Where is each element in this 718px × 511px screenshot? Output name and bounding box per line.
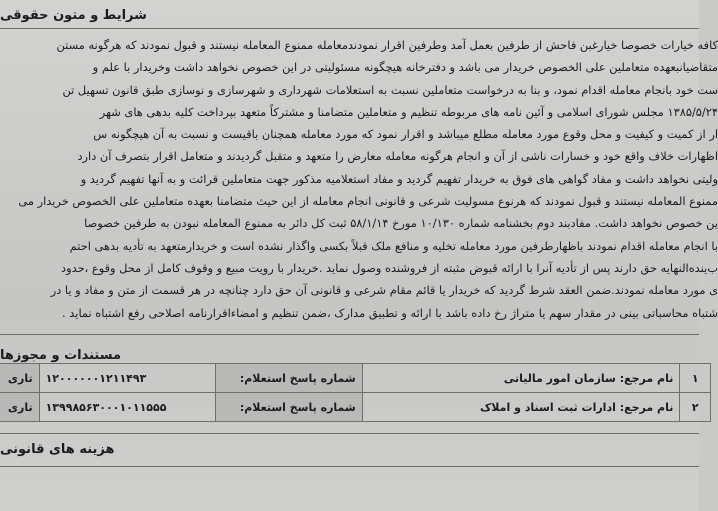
response-label: شماره پاسخ استعلام: [216,364,362,393]
text-line: ین خصوص نخواهد داشت. مفادبند دوم بخشنامه شماره ۱۰/۱۳۰ مورخ ۵۸/۱/۱۴ ثبت کل دائر به ممنوع المعامله نبودن به طرفین خصوصا [84,216,718,231]
text-line: اظهارات خلاف واقع خود و خسارات ناشی از آن و انجام هرگونه معامله معارض را متعهد و متقبل گردیدند و متعامل اقرار بتصرف آن دارد [77,149,718,164]
text-line: ب‌ینده‌النهایه حق دارند پس از تأدیه آنرا با ارائه قبوض مثبته از فروشنده وصول نماید .خریدار با رویت مبیع و وقوف کامل از محل وقوع ،حدود [61,260,718,275]
date-label: تاری [0,393,39,422]
text-line: ی مورد معامله نمودند.ضمن العقد شرط گردید که خریدار یا قائم مقام شرعی و قانونی آن حق دارد چنانچه در هر قسمت از متن و مفاد و یا در [50,283,718,298]
table-row [0,393,711,422]
table-row [0,364,711,393]
text-line: ار از کمیت و کیفیت و محل وقوع مورد معامله مطلع میباشد و اقرار نمود که مورد معامله همچنان باقیست و نسبت به آن هیچگونه س [93,127,718,142]
text-line: ولیتی نخواهد داشت و مفاد گواهی های فوق به خریدار تفهیم گردید و مفاد استعلامیه مذکور جهت متعاملین قرائت و به آنها تفهیم گردید و [80,171,718,186]
text-line: متقاضیانبعهده متعاملین علی الخصوص خریدار می باشد و دفترخانه هیچگونه مسئولیتی در این خصوص نخواهد داشت وخریدار با علم و [92,60,718,75]
text-line: با انجام معامله اقدام نمودند باظهارطرفین مورد معامله تخلیه و منافع ملک قبلاً بکسی واگذار نشده است و خریدارمتعهد به تأدیه بدهی احتم [69,238,718,253]
text-line: شتباه محاسباتی بینی در مقدار سهم یا متراژ رخ داده باشد با ارائه و تطبیق مدارک ،ضمن تنظیم و امضاءاقرارنامه اصلاحی رفع اشتباه نماید . [62,305,718,320]
row-number: ۱ [680,364,711,393]
row-number: ۲ [680,393,711,422]
text-line: کافه خیارات خصوصا خیارغبن فاحش از طرفین بعمل آمد وطرفین اقرار نمودندمعامله ممنوع المعامله نیستند و قبول نمودند که هرگونه مستن [56,38,718,52]
text-line: ۱۳۸۵/۵/۲۴ مجلس شورای اسلامی و آئین نامه های مربوطه تنظیم و متعاملین متضامنا و مشترکاً متعهد بپرداخت کلیه بدهی های شهر [99,104,718,119]
text-line: ممنوع المعامله نیستند و قبول نمودند که هرنوع مسولیت شرعی و قانونی انجام معامله از این حیث متضامنا بعهده متعاملین علی الخصوص خریدار می [18,194,718,209]
response-number: ۱۲۰۰۰۰۰۰۱۲۱۱۴۹۳ [39,364,216,393]
authority-name: نام مرجع: ادارات ثبت اسناد و املاک [362,393,680,422]
date-label: تاری [0,364,39,393]
authority-name: نام مرجع: سازمان امور مالیاتی [362,364,680,393]
response-label: شماره پاسخ استعلام: [216,393,362,422]
response-number: ۱۳۹۹۸۵۶۳۰۰۰۱۰۱۱۵۵۵ [39,393,216,422]
section-title: شرایط و متون حقوقی [0,7,147,23]
documents-title: مستندات و مجوزها [0,347,121,363]
text-line: ست خود بانجام معامله اقدام نمود، و بنا به درخواست متعاملین نسبت به استعلامات شهرداری و شهرسازی و نوسازی طبق قانون تسهیل تن [62,82,718,97]
divider [0,28,699,29]
divider [0,433,699,434]
divider [0,466,699,467]
legal-terms-text [0,34,718,324]
divider [0,334,699,335]
fees-title: هزینه های قانونی [0,441,115,457]
documents-table [0,363,711,422]
